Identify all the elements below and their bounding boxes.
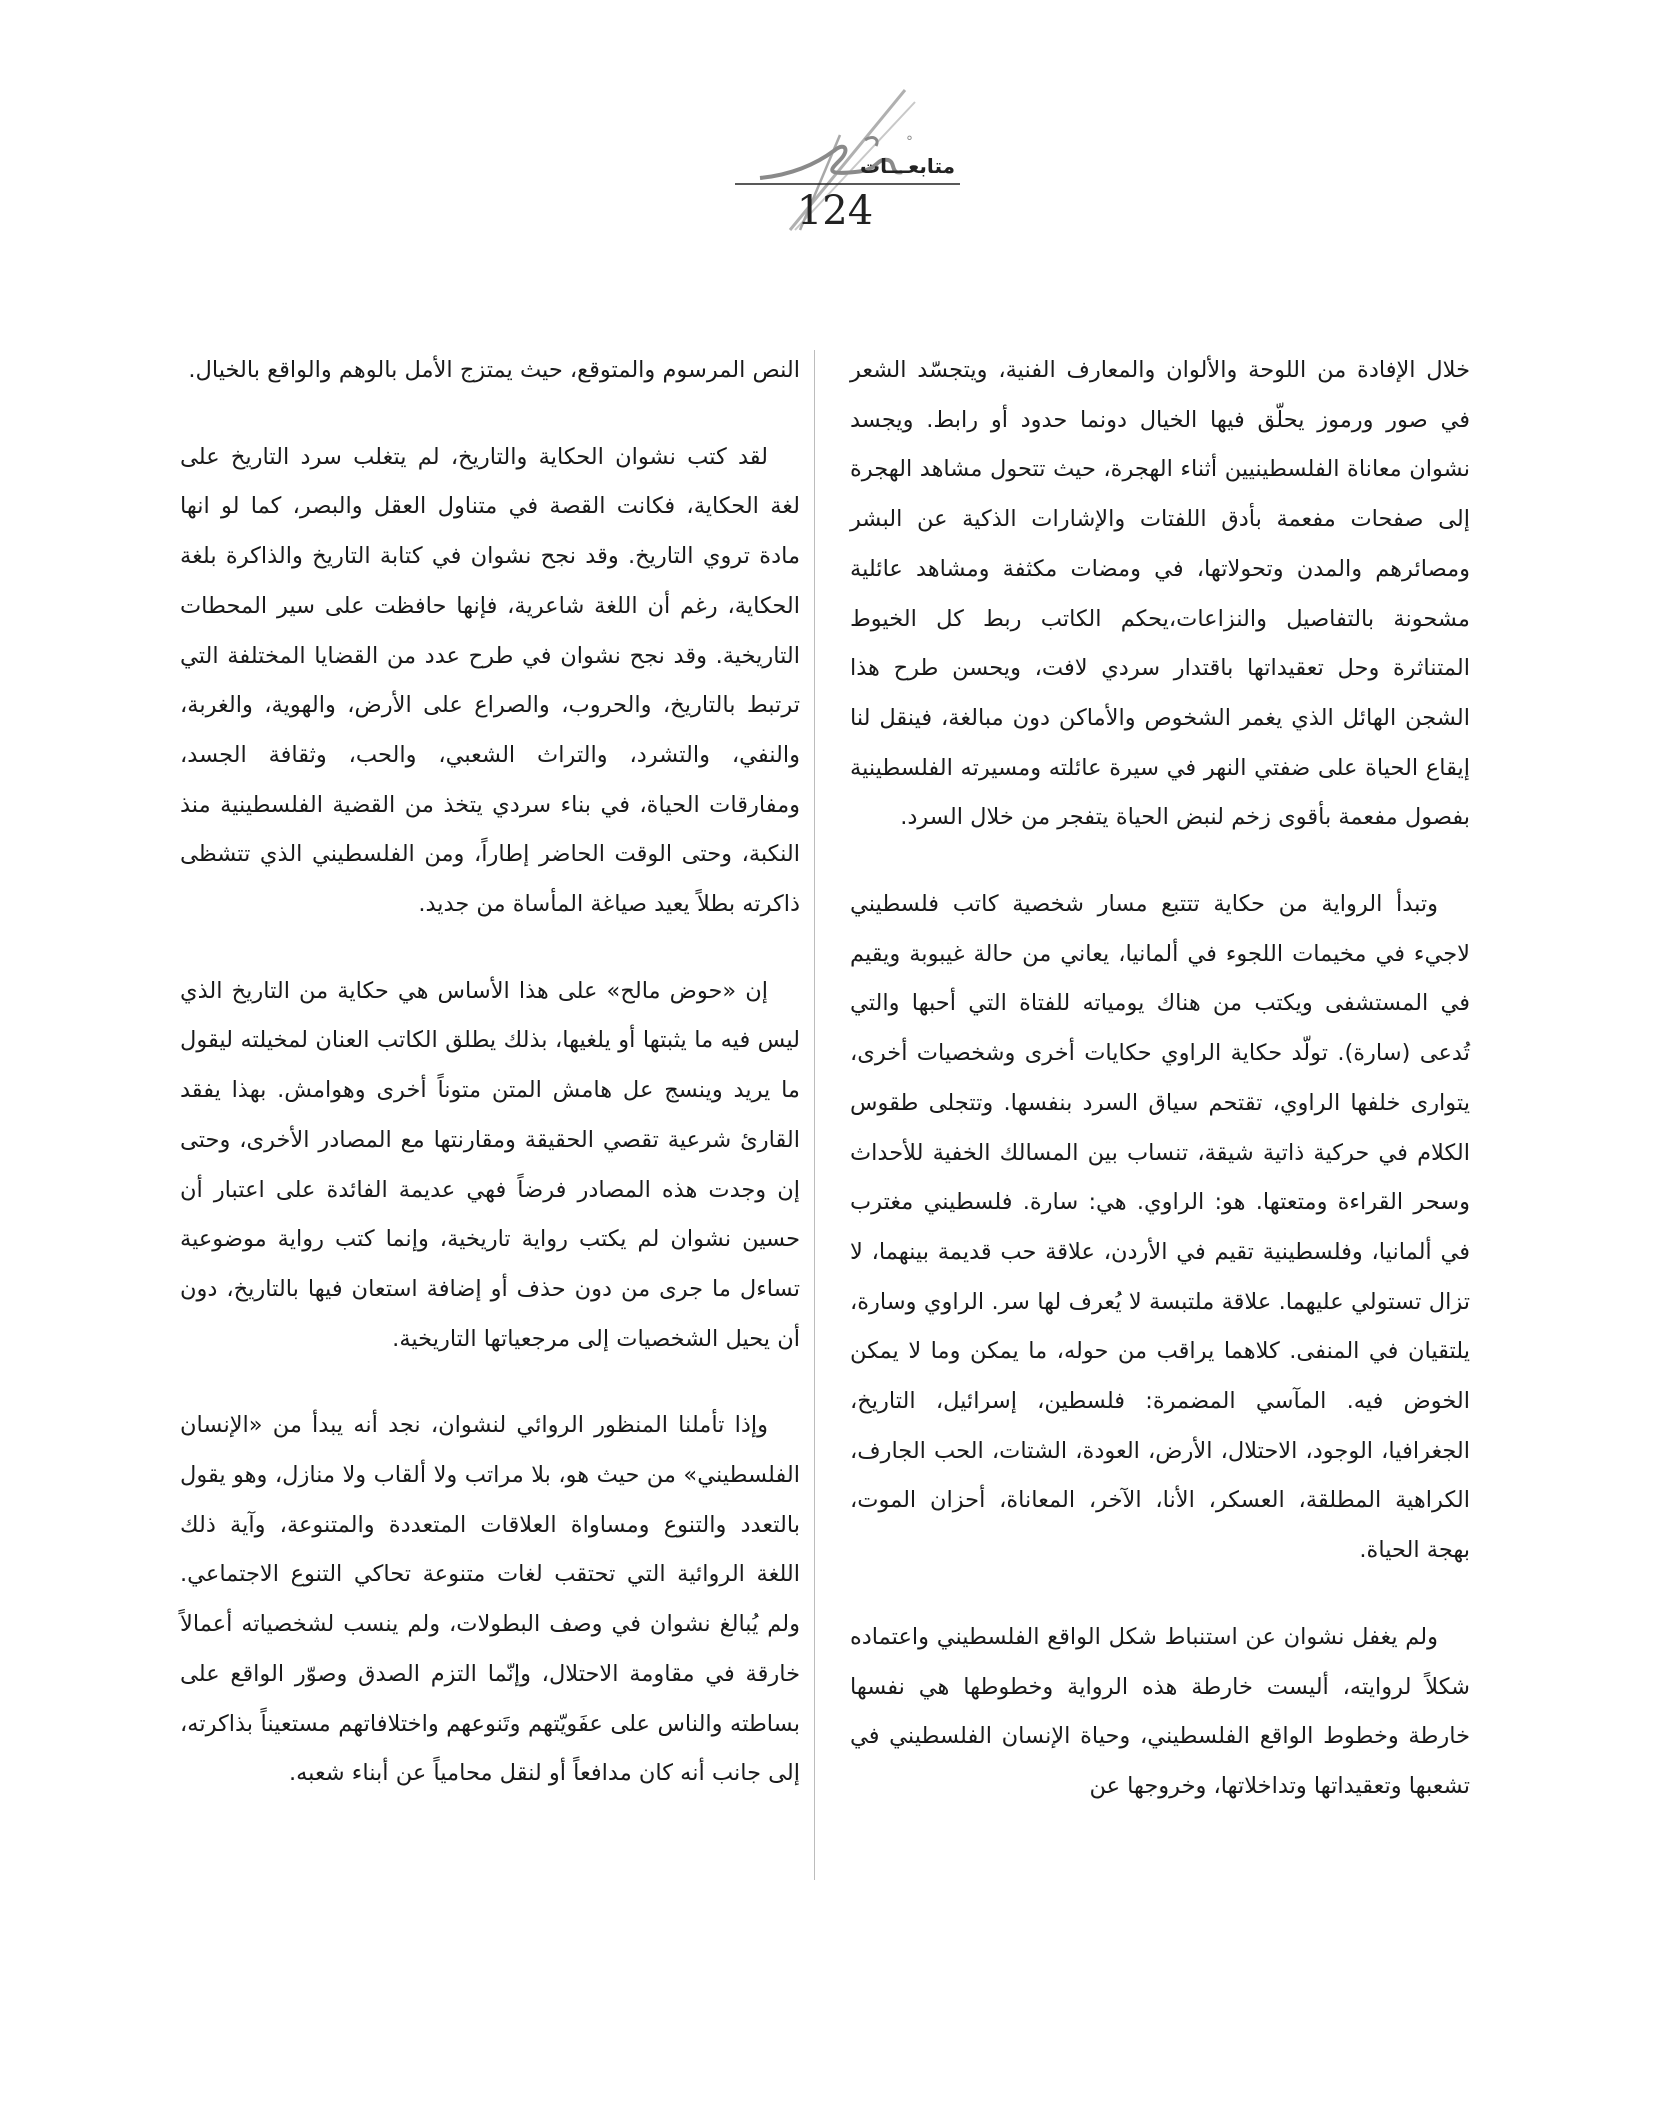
text-column-right bbox=[850, 346, 1470, 1849]
paragraph: ولم يغفل نشوان عن استنباط شكل الواقع الفلسطيني واعتماده شكلاً لروايته، أليست خارطة هذه الرواية وخطوطها هي نفسها خارطة وخطوط الواقع الفلسطيني، وحياة الإنسان الفلسطيني في تشعبها وتعقيداتها وتداخلاتها، وخروجها عن bbox=[850, 1623, 1470, 1799]
page-number: 124 bbox=[796, 188, 874, 234]
paragraph: وإذا تأملنا المنظور الروائي لنشوان، نجد أنه يبدأ من «الإنسان الفلسطيني» من حيث هو، بلا مراتب ولا ألقاب ولا منازل، وهو يقول بالتعدد والتنوع ومساواة العلاقات المتعددة والمتنوعة، وآية ذلك اللغة الروائية التي تحتقب لغات متنوعة تحاكي التنوع الاجتماعي. ولم يُبالغ نشوان في وصف البطولات، ولم ينسب لشخصياته أعمالاً خارقة في مقاومة الاحتلال، وإنّما التزم الصدق وصوّر الواقع على بساطته والناس على عفَويّتهم وتَنوعهم واختلافاتهم مستعيناً بذاكرته، إلى جانب أنه كان مدافعاً أو لنقل محامياً عن أبناء شعبه. bbox=[180, 1412, 800, 1787]
paragraph: لقد كتب نشوان الحكاية والتاريخ، لم يتغلب سرد التاريخ على لغة الحكاية، فكانت القصة في متناول العقل والبصر، كما لو انها مادة تروي التاريخ. وقد نجح نشوان في كتابة التاريخ والذاكرة بلغة الحكاية، رغم أن اللغة شاعرية، فإنها حافظت على سير المحطات التاريخية. وقد نجح نشوان في طرح عدد من القضايا المختلفة التي ترتبط بالتاريخ، والحروب، والصراع على الأرض، والهوية، والغربة، والنفي، والتشرد، والتراث الشعبي، والحب، وثقافة الجسد، ومفارقات الحياة، في بناء سردي يتخذ من القضية الفلسطينية منذ النكبة، وحتى الوقت الحاضر إطاراً، ومن الفلسطيني الذي تتشظى ذاكرته بطلاً يعيد صياغة المأساة من جديد. bbox=[180, 443, 800, 918]
section-label: متابعـــات bbox=[860, 154, 955, 178]
svg-text:°: ° bbox=[906, 134, 913, 150]
logo-text: أفكار bbox=[640, 80, 643, 81]
paragraph: النص المرسوم والمتوقع، حيث يمتزج الأمل بالوهم والواقع بالخيال. bbox=[188, 357, 800, 383]
column-divider bbox=[814, 350, 815, 1880]
paragraph: إن «حوض مالح» على هذا الأساس هي حكاية من التاريخ الذي ليس فيه ما يثبتها أو يلغيها، بذلك يطلق الكاتب العنان لمخيلته ليقول ما يريد وينسج عل هامش المتن متوناً أخرى وهوامش. بهذا يفقد القارئ شرعية تقصي الحقيقة ومقارنتها مع المصادر الأخرى، وحتى إن وجدت هذه المصادر فرضاً فهي عديمة الفائدة على اعتبار أن حسين نشوان لم يكتب رواية تاريخية، وإنما كتب رواية موضوعية تساءل ما جرى من دون حذف أو إضافة استعان فيها بالتاريخ، دون أن يحيل الشخصيات إلى مرجعياتها التاريخية. bbox=[180, 977, 800, 1352]
paragraph: وتبدأ الرواية من حكاية تتتبع مسار شخصية كاتب فلسطيني لاجيء في مخيمات اللجوء في ألمانيا، يعاني من حالة غيبوبة ويقيم في المستشفى ويكتب من هناك يومياته للفتاة التي أحبها والتي تُدعى (سارة). تولّد حكاية الراوي حكايات أخرى وشخصيات أخرى، يتوارى خلفها الراوي، تقتحم سياق السرد بنفسها. وتتجلى طقوس الكلام في حركية ذاتية شيقة، تنساب بين المسالك الخفية للأحداث وسحر القراءة ومتعتها. هو: الراوي. هي: سارة. فلسطيني مغترب في ألمانيا، وفلسطينية تقيم في الأردن، علاقة حب قديمة بينهما، لا تزال تستولي عليهما. علاقة ملتبسة لا يُعرف لها سر. الراوي وسارة، يلتقيان في المنفى. كلاهما يراقب من حوله، ما يمكن وما لا يمكن الخوض فيه. المآسي المضمرة: فلسطين، إسرائيل، التاريخ، الجغرافيا، الوجود، الاحتلال، الأرض، العودة، الشتات، الحب الجارف، الكراهية المطلقة، العسكر، الأنا، الآخر، المعاناة، أحزان الموت، بهجة الحياة. bbox=[850, 891, 1470, 1564]
page-header bbox=[640, 80, 960, 270]
paragraph: خلال الإفادة من اللوحة والألوان والمعارف الفنية، ويتجسّد الشعر في صور ورموز يحلّق فيها الخيال دونما حدود أو رابط. ويجسد نشوان معاناة الفلسطينيين أثناء الهجرة، حيث تتحول مشاهد الهجرة إلى صفحات مفعمة بأدق اللفتات والإشارات الذكية عن البشر ومصائرهم والمدن وتحولاتها، في ومضات مكثفة ومشاهد عائلية مشحونة بالتفاصيل والنزاعات،يحكم الكاتب ربط كل الخيوط المتناثرة وحل تعقيداتها باقتدار سردي لافت، ويحسن طرح هذا الشجن الهائل الذي يغمر الشخوص والأماكن دون مبالغة، فينقل لنا إيقاع الحياة على ضفتي النهر في سيرة عائلته ومسيرته الفلسطينية بفصول مفعمة بأقوى زخم لنبض الحياة يتفجر من خلال السرد. bbox=[850, 357, 1470, 831]
text-column-left bbox=[180, 346, 800, 1836]
